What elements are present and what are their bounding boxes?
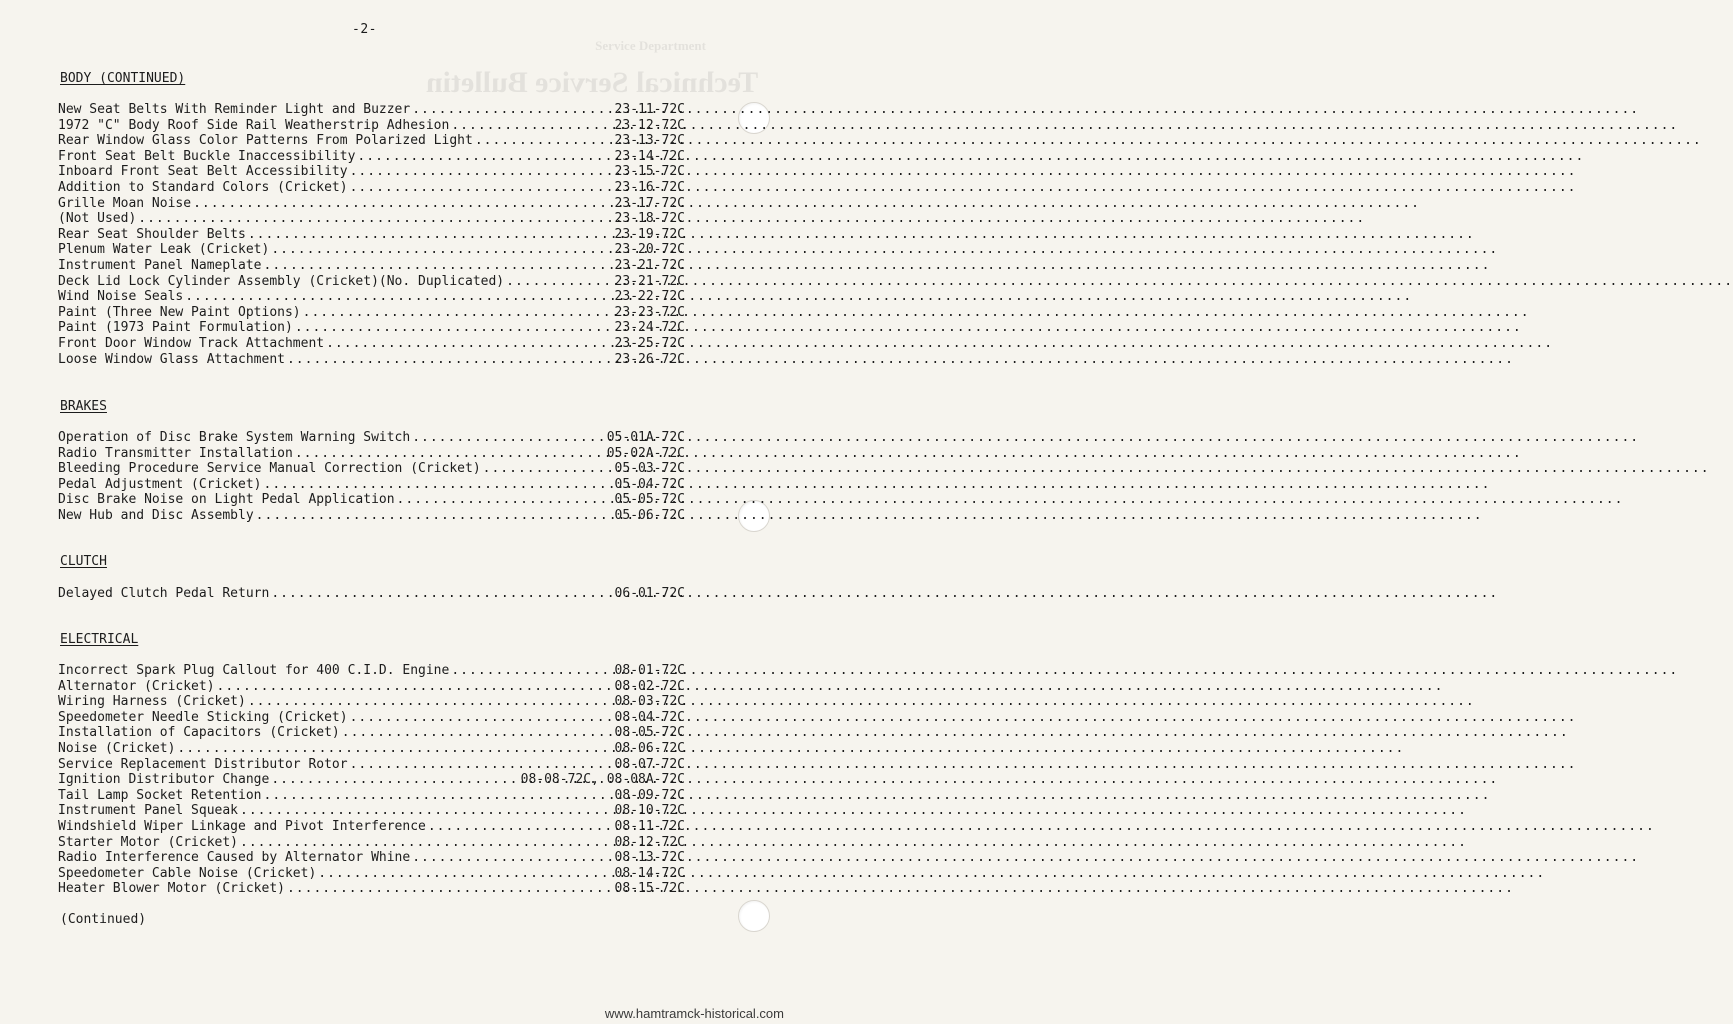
watermark: www.hamtramck-historical.com	[604, 1006, 784, 1021]
entry-title: Installation of Capacitors (Cricket)	[58, 725, 340, 741]
dot-leader	[240, 803, 607, 819]
electrical-entry	[58, 788, 685, 804]
entry-title: Windshield Wiper Linkage and Pivot Interference	[58, 818, 426, 834]
bulletin-number: 08-06-72C	[614, 740, 685, 756]
dot-leader	[412, 102, 606, 118]
entry-title: Noise (Cricket)	[58, 740, 176, 756]
bulletin-number: 05-06-72C	[614, 507, 685, 523]
bulletin-number: 23-14-72C	[614, 148, 685, 164]
bulletin-number: 23-11-72C	[614, 102, 685, 117]
entry-title: Speedometer Cable Noise (Cricket)	[58, 865, 317, 881]
section-heading-clutch: CLUTCH	[60, 554, 107, 569]
body-entry	[58, 258, 685, 274]
electrical-entry	[58, 725, 685, 741]
electrical-entry	[58, 663, 685, 679]
dot-leader	[295, 320, 607, 336]
body-entries	[58, 102, 685, 367]
dot-leader	[240, 835, 607, 851]
entry-title: Starter Motor (Cricket)	[58, 834, 239, 850]
bulletin-number: 23-19-72C	[614, 226, 685, 242]
dot-leader	[483, 461, 607, 477]
bulletin-number: 08-01-72C	[614, 663, 685, 678]
entry-title: Instrument Panel Squeak	[58, 803, 239, 819]
body-entry	[58, 149, 685, 165]
dot-leader	[287, 881, 607, 897]
body-entry	[58, 352, 685, 368]
bulletin-number: 08-04-72C	[614, 709, 685, 725]
body-entry	[58, 133, 685, 149]
electrical-entry	[58, 741, 685, 757]
entry-title: Inboard Front Seat Belt Accessibility	[58, 164, 348, 180]
brakes-entry	[58, 430, 685, 446]
bulletin-number: 23-15-72C	[614, 164, 685, 180]
dot-leader	[342, 725, 607, 741]
bulletin-number: 23-12-72C	[614, 117, 685, 133]
bulletin-number: 08-11-72C	[614, 818, 685, 834]
dot-leader	[506, 274, 606, 290]
page-number: -2-	[352, 22, 377, 37]
bulletin-number: 08-07-72C	[614, 756, 685, 772]
dot-leader	[475, 133, 607, 149]
dot-leader	[264, 258, 607, 274]
dot-leader	[428, 819, 607, 835]
punch-hole	[738, 900, 770, 932]
entry-title: Instrument Panel Nameplate	[58, 257, 262, 273]
bulletin-number: 05-01A-72C	[606, 430, 685, 445]
body-entry	[58, 118, 685, 134]
dot-leader	[264, 477, 607, 493]
bulletin-number: 08-14-72C	[614, 865, 685, 881]
bulletin-number: 08-08-72C, 08-08A-72C	[520, 772, 685, 788]
section-heading-brakes: BRAKES	[60, 399, 107, 414]
section-heading-body: BODY (CONTINUED)	[60, 71, 186, 86]
dot-leader	[326, 336, 606, 352]
dot-leader	[451, 118, 606, 134]
entry-title: Radio Interference Caused by Alternator Whine	[58, 850, 411, 866]
bulletin-number: 23-23-72C	[614, 304, 685, 320]
dot-leader	[451, 663, 606, 679]
show-through-department: Service Department	[595, 38, 706, 53]
electrical-entry	[58, 803, 685, 819]
dot-leader	[350, 710, 607, 726]
bulletin-number: 06-01-72C	[614, 586, 685, 601]
entry-title: Incorrect Spark Plug Callout for 400 C.I.D. Engine	[58, 663, 450, 678]
electrical-entry	[58, 679, 685, 695]
entry-title: Heater Blower Motor (Cricket)	[58, 881, 285, 897]
bulletin-number: 08-09-72C	[614, 787, 685, 803]
body-entry	[58, 289, 685, 305]
bulletin-number: 23-21-72C	[614, 273, 685, 289]
dot-leader	[185, 289, 606, 305]
body-entry	[58, 227, 685, 243]
bulletin-number: 08-13-72C	[614, 850, 685, 866]
dot-leader	[303, 305, 607, 321]
dot-leader	[138, 211, 606, 227]
entry-title: Operation of Disc Brake System Warning Switch	[58, 430, 411, 445]
continued-label: (Continued)	[60, 912, 147, 927]
entry-title: Ignition Distributor Change	[58, 772, 270, 788]
clutch-entries	[58, 586, 685, 602]
bulletin-number: 08-15-72C	[614, 881, 685, 897]
entry-title: Front Seat Belt Buckle Inaccessibility	[58, 148, 356, 164]
body-entry	[58, 164, 685, 180]
dot-leader	[295, 446, 599, 462]
body-entry	[58, 102, 685, 118]
brakes-entries	[58, 430, 685, 524]
body-entry	[58, 211, 685, 227]
dot-leader	[256, 508, 607, 524]
dot-leader	[248, 694, 607, 710]
body-entry	[58, 305, 685, 321]
entry-title: Alternator (Cricket)	[58, 678, 215, 694]
bulletin-number: 23-16-72C	[614, 179, 685, 195]
body-entry	[58, 274, 685, 290]
entry-title: Loose Window Glass Attachment	[58, 351, 285, 367]
entry-title: Wind Noise Seals	[58, 289, 184, 305]
body-entry	[58, 196, 685, 212]
bulletin-number: 23-22-72C	[614, 289, 685, 305]
entry-title: Addition to Standard Colors (Cricket)	[58, 179, 348, 195]
bulletin-number: 08-10-72C	[614, 803, 685, 819]
entry-title: Delayed Clutch Pedal Return	[58, 586, 270, 601]
entry-title: Service Replacement Distributor Rotor	[58, 756, 348, 772]
bulletin-number: 23-13-72C	[614, 133, 685, 149]
bulletin-number: 05-04-72C	[614, 476, 685, 492]
body-entry	[58, 320, 685, 336]
dot-leader	[287, 352, 607, 368]
brakes-entry	[58, 477, 685, 493]
dot-leader	[350, 757, 607, 773]
entry-title: Plenum Water Leak (Cricket)	[58, 242, 270, 258]
brakes-entry	[58, 508, 685, 524]
entry-title: Front Door Window Track Attachment	[58, 335, 325, 351]
dot-leader	[217, 679, 607, 695]
electrical-entry	[58, 694, 685, 710]
dot-leader	[177, 741, 606, 757]
entry-title: Paint (Three New Paint Options)	[58, 304, 301, 320]
bulletin-number: 08-05-72C	[614, 725, 685, 741]
clutch-entry	[58, 586, 685, 602]
electrical-entry	[58, 835, 685, 851]
entry-title: Wiring Harness (Cricket)	[58, 694, 246, 710]
electrical-entry	[58, 710, 685, 726]
bulletin-number: 08-02-72C	[614, 678, 685, 694]
entry-title: 1972 "C" Body Roof Side Rail Weatherstrip Adhesion	[58, 117, 450, 133]
section-heading-electrical: ELECTRICAL	[60, 632, 139, 647]
bulletin-number: 23-24-72C	[614, 320, 685, 336]
electrical-entry	[58, 757, 685, 773]
dot-leader	[412, 850, 606, 866]
electrical-entries	[58, 663, 685, 897]
entry-title: Rear Seat Shoulder Belts	[58, 226, 246, 242]
bulletin-number: 23-18-72C	[614, 211, 685, 227]
bulletin-number: 08-12-72C	[614, 834, 685, 850]
body-entry	[58, 336, 685, 352]
body-entry	[58, 180, 685, 196]
dot-leader	[357, 149, 606, 165]
dot-leader	[397, 492, 607, 508]
entry-title: Radio Transmitter Installation	[58, 445, 293, 461]
entry-title: Speedometer Needle Sticking (Cricket)	[58, 709, 348, 725]
bulletin-number: 23-17-72C	[614, 195, 685, 211]
dot-leader	[271, 772, 512, 788]
entry-title: Pedal Adjustment (Cricket)	[58, 476, 262, 492]
entry-title: Tail Lamp Socket Retention	[58, 787, 262, 803]
bulletin-number: 23-26-72C	[614, 351, 685, 367]
entry-title: Paint (1973 Paint Formulation)	[58, 320, 293, 336]
electrical-entry	[58, 819, 685, 835]
bulletin-number: 23-25-72C	[614, 335, 685, 351]
dot-leader	[193, 196, 606, 212]
entry-title: New Hub and Disc Assembly	[58, 507, 254, 523]
brakes-entry	[58, 446, 685, 462]
bulletin-number: 05-05-72C	[614, 492, 685, 508]
entry-title: Rear Window Glass Color Patterns From Polarized Light	[58, 133, 473, 149]
dot-leader	[271, 242, 606, 258]
entry-title: Bleeding Procedure Service Manual Correction (Cricket)	[58, 461, 481, 477]
entry-title: New Seat Belts With Reminder Light and Buzzer	[58, 102, 411, 117]
dot-leader	[350, 180, 607, 196]
brakes-entry	[58, 461, 685, 477]
dot-leader	[412, 430, 599, 446]
entry-title: Grille Moan Noise	[58, 195, 192, 211]
electrical-entry	[58, 866, 685, 882]
electrical-entry	[58, 881, 685, 897]
entry-title: Disc Brake Noise on Light Pedal Application	[58, 492, 395, 508]
bulletin-number: 05-03-72C	[614, 461, 685, 477]
entry-title: (Not Used)	[58, 211, 137, 227]
body-entry	[58, 242, 685, 258]
electrical-entry	[58, 850, 685, 866]
document-page	[0, 0, 788, 1024]
dot-leader	[350, 164, 607, 180]
dot-leader	[271, 586, 606, 602]
bulletin-number: 08-03-72C	[614, 694, 685, 710]
brakes-entry	[58, 492, 685, 508]
entry-title: Deck Lid Lock Cylinder Assembly (Cricket)(No. Duplicated)	[58, 273, 505, 289]
dot-leader	[318, 866, 606, 882]
show-through-title: Technical Service Bulletin	[425, 66, 758, 99]
bulletin-number: 23-20-72C	[614, 242, 685, 258]
dot-leader	[264, 788, 607, 804]
electrical-entry	[58, 772, 685, 788]
bulletin-number: 05-02A-72C	[606, 445, 685, 461]
bulletin-number: 23-21-72C	[614, 257, 685, 273]
dot-leader	[248, 227, 607, 243]
